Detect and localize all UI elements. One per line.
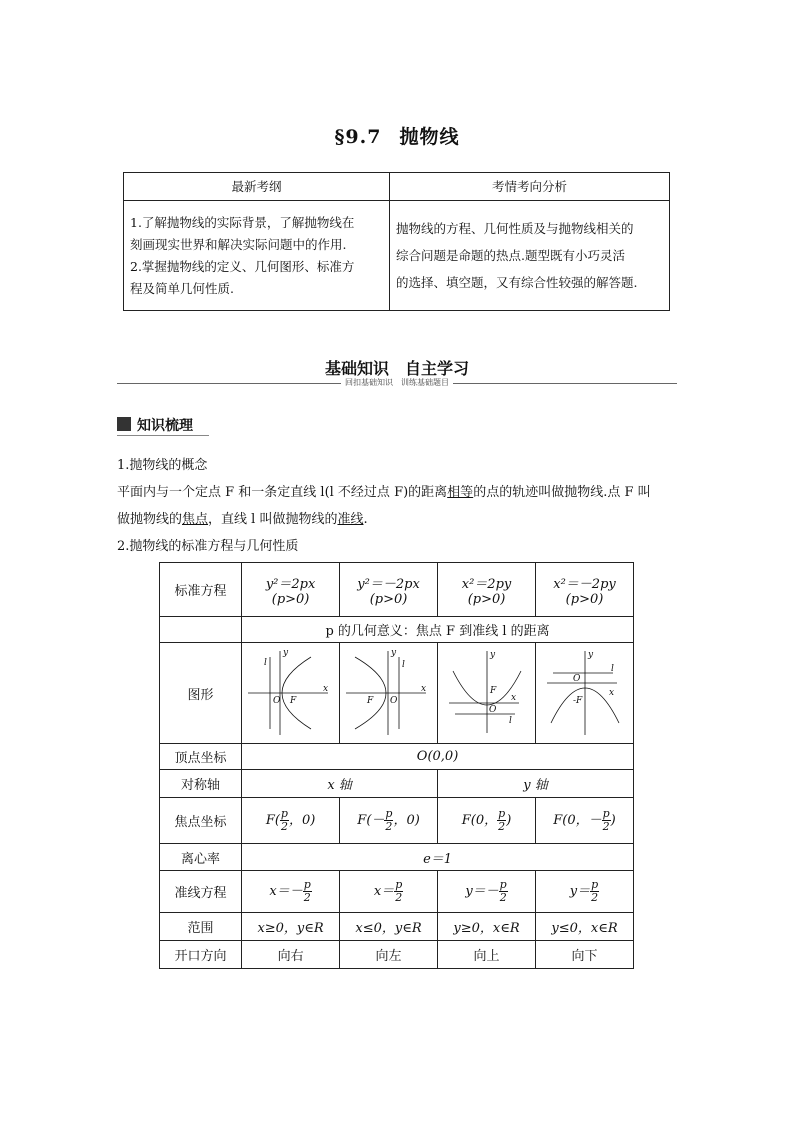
syllabus-col1-header: 最新考纲 <box>124 173 390 201</box>
post: ，0 <box>288 813 311 828</box>
section-title: 抛物线 <box>399 126 460 148</box>
text: 做抛物线的 <box>117 512 183 527</box>
section-number: §9.7 <box>334 126 382 148</box>
denominator: 2 <box>303 891 311 904</box>
knowledge-underline <box>117 435 209 436</box>
l-label: l <box>402 660 405 670</box>
row-label-dir: 准线方程 <box>160 871 242 913</box>
focus-cell <box>340 798 438 844</box>
graph-left <box>340 643 438 744</box>
row-label-fig: 图形 <box>160 643 242 744</box>
origin-label: O <box>273 696 281 706</box>
x-label: x <box>511 693 517 703</box>
parabola-up-graph <box>439 643 534 739</box>
directrix-cell <box>242 871 340 913</box>
row-label-open: 开口方向 <box>160 941 242 969</box>
denominator: 2 <box>498 820 506 833</box>
sign: 0， <box>475 813 498 828</box>
row-label-axis: 对称轴 <box>160 770 242 798</box>
lhs: y＝－ <box>465 884 499 899</box>
eq-cond: (p>0) <box>565 591 604 607</box>
paren: ) <box>506 813 512 828</box>
parabola-down-graph <box>537 643 632 739</box>
text: 的点的轨迹叫做抛物线.点 F 叫 <box>473 485 651 500</box>
section-heading: 基础知识 自主学习 <box>324 359 469 378</box>
numerator: p <box>385 807 393 820</box>
l-label: l <box>611 664 614 674</box>
concept-line2 <box>117 506 687 533</box>
numerator: p <box>591 878 599 891</box>
fraction <box>497 808 506 833</box>
parabola-left-graph <box>341 643 436 739</box>
p-meaning: p 的几何意义：焦点 F 到准线 l 的距离 <box>242 617 634 643</box>
focus-cell <box>536 798 634 844</box>
fraction <box>499 879 508 904</box>
y-label: y <box>588 650 594 660</box>
properties-table <box>159 562 634 969</box>
denominator: 2 <box>602 820 610 833</box>
syllabus-line: 的选择、填空题，又有综合性较强的解答题. <box>396 275 638 290</box>
eq-cond: (p>0) <box>271 591 310 607</box>
paren: ( <box>366 813 372 828</box>
numerator: p <box>499 878 507 891</box>
underlined-term: 准线 <box>337 512 364 527</box>
concept-heading: 1.抛物线的概念 <box>117 458 208 473</box>
origin-label: O <box>390 696 398 706</box>
syllabus-line: 1.了解抛物线的实际背景，了解抛物线在 <box>130 214 355 230</box>
syllabus-line: 综合问题是命题的热点.题型既有小巧灵活 <box>396 248 625 263</box>
eq-cond: (p>0) <box>369 591 408 607</box>
fraction <box>394 879 403 904</box>
square-icon <box>117 417 131 431</box>
eq: y²＝－2px <box>357 576 420 592</box>
y-label: y <box>283 648 289 658</box>
eq: x²＝－2py <box>553 576 616 592</box>
syllabus-col2 <box>390 201 670 311</box>
post: ，0 <box>393 813 415 828</box>
parabola-right-graph <box>243 643 338 739</box>
text: 平面内与一个定点 F 和一条定直线 l(l 不经过点 F)的距离 <box>117 485 448 500</box>
knowledge-label <box>117 415 209 435</box>
l-label: l <box>509 716 512 726</box>
lhs: x＝－ <box>269 884 303 899</box>
row-label-focus: 焦点坐标 <box>160 798 242 844</box>
origin-label: O <box>573 674 581 684</box>
fraction <box>303 879 312 904</box>
focus-label: F <box>290 696 297 706</box>
focus-cell <box>438 798 536 844</box>
paren: ( <box>562 813 568 828</box>
row-label-eq: 标准方程 <box>160 563 242 617</box>
f: F <box>357 813 367 828</box>
section-subtitle-text: 回扣基础知识 训练基础题目 <box>341 378 453 387</box>
open-cell: 向右 <box>242 941 340 969</box>
sign: － <box>371 813 385 828</box>
fraction <box>280 808 289 833</box>
numerator: p <box>280 807 288 820</box>
axis-x: x 轴 <box>242 770 438 798</box>
open-cell: 向下 <box>536 941 634 969</box>
range-cell: y≤0，x∈R <box>536 913 634 941</box>
graph-right <box>242 643 340 744</box>
vertex-value: O(0,0) <box>242 744 634 770</box>
fraction <box>590 879 599 904</box>
eccentricity: e＝1 <box>242 844 634 871</box>
graph-down <box>536 643 634 744</box>
paren: ( <box>470 813 476 828</box>
denominator: 2 <box>591 891 599 904</box>
fraction <box>602 808 611 833</box>
directrix-cell <box>438 871 536 913</box>
row-label-vertex: 顶点坐标 <box>160 744 242 770</box>
row-label-range: 范围 <box>160 913 242 941</box>
text: ，直线 l 叫做抛物线的 <box>208 512 338 527</box>
denominator: 2 <box>499 891 507 904</box>
focus-label: F <box>367 696 374 706</box>
syllabus-line: 抛物线的方程、几何性质及与抛物线相关的 <box>396 221 634 236</box>
paren: ) <box>414 813 420 828</box>
directrix-cell <box>536 871 634 913</box>
open-cell: 向上 <box>438 941 536 969</box>
focus-cell <box>242 798 340 844</box>
numerator: p <box>303 878 311 891</box>
eq-cell <box>438 563 536 617</box>
sign: 0，－ <box>567 813 602 828</box>
y-label: y <box>391 648 397 658</box>
syllabus-table <box>123 172 670 311</box>
syllabus-col2-header: 考情考向分析 <box>390 173 670 201</box>
underlined-term: 相等 <box>447 485 474 500</box>
graph-up <box>438 643 536 744</box>
origin-label: O <box>489 705 497 715</box>
range-cell: x≥0，y∈R <box>242 913 340 941</box>
eq-cond: (p>0) <box>467 591 506 607</box>
row-label-ecc: 离心率 <box>160 844 242 871</box>
directrix-cell <box>340 871 438 913</box>
f: F <box>461 813 471 828</box>
focus-label: -F <box>573 696 583 706</box>
page-title <box>0 122 794 149</box>
l-label: l <box>264 658 267 668</box>
range-cell: x≤0，y∈R <box>340 913 438 941</box>
eq-cell <box>536 563 634 617</box>
eq: y²＝2px <box>265 576 316 592</box>
eq: x²＝2py <box>461 576 512 592</box>
y-label: y <box>490 650 496 660</box>
paren: ) <box>610 813 616 828</box>
lhs: x＝ <box>373 884 395 899</box>
x-label: x <box>323 684 329 694</box>
numerator: p <box>395 878 403 891</box>
f: F <box>265 813 275 828</box>
concept-line1 <box>117 479 687 506</box>
syllabus-line: 刻画现实世界和解决实际问题中的作用. <box>130 236 347 252</box>
focus-label: F <box>490 686 497 696</box>
x-label: x <box>609 688 615 698</box>
denominator: 2 <box>280 820 288 833</box>
range-cell: y≥0，x∈R <box>438 913 536 941</box>
section-subtitle <box>0 377 794 388</box>
x-label: x <box>421 684 427 694</box>
denominator: 2 <box>395 891 403 904</box>
syllabus-line: 程及简单几何性质. <box>130 280 234 296</box>
open-cell: 向左 <box>340 941 438 969</box>
paren: ) <box>310 813 316 828</box>
props-heading: 2.抛物线的标准方程与几何性质 <box>117 539 299 554</box>
underlined-term: 焦点 <box>182 512 209 527</box>
row-label-empty <box>160 617 242 643</box>
axis-y: y 轴 <box>438 770 634 798</box>
eq-cell <box>340 563 438 617</box>
syllabus-col1 <box>124 201 390 311</box>
denominator: 2 <box>385 820 393 833</box>
numerator: p <box>498 807 506 820</box>
paren: ( <box>274 813 280 828</box>
knowledge-label-text: 知识梳理 <box>137 418 193 434</box>
syllabus-line: 2.掌握抛物线的定义、几何图形、标准方 <box>130 258 355 274</box>
eq-cell <box>242 563 340 617</box>
numerator: p <box>602 807 610 820</box>
lhs: y＝ <box>569 884 591 899</box>
text: . <box>363 512 368 527</box>
f: F <box>553 813 563 828</box>
